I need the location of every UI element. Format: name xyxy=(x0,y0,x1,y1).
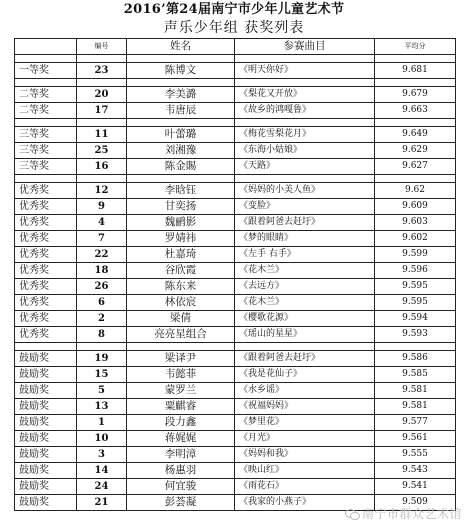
spacer-cell xyxy=(127,119,235,127)
spacer-cell xyxy=(235,55,375,63)
score-cell: 9.577 xyxy=(375,415,456,431)
spacer-cell xyxy=(127,343,235,351)
watermark-text: 南宁市群众艺术馆 xyxy=(361,507,462,521)
table-row xyxy=(15,279,456,295)
award-cell: 优秀奖 xyxy=(15,183,77,199)
number-cell: 1 xyxy=(77,415,127,431)
table-body xyxy=(15,55,456,511)
table-row xyxy=(15,103,456,119)
table-row xyxy=(15,247,456,263)
spacer-cell xyxy=(15,119,77,127)
piece-cell: 《妈妈和我》 xyxy=(235,447,375,463)
document-subtitle: 声乐少年组 获奖列表 xyxy=(163,20,305,36)
table-row xyxy=(15,367,456,383)
name-cell: 陈博文 xyxy=(127,63,235,79)
score-cell: 9.599 xyxy=(375,247,456,263)
table-row xyxy=(15,183,456,199)
number-cell: 6 xyxy=(77,295,127,311)
group-spacer-row xyxy=(15,175,456,183)
award-cell: 一等奖 xyxy=(15,63,77,79)
piece-cell: 《我是花仙子》 xyxy=(235,367,375,383)
score-cell: 9.594 xyxy=(375,311,456,327)
award-cell: 优秀奖 xyxy=(15,295,77,311)
score-cell: 9.509 xyxy=(375,495,456,511)
number-cell: 19 xyxy=(77,351,127,367)
table-row xyxy=(15,479,456,495)
name-cell: 陈东来 xyxy=(127,279,235,295)
name-cell: 甘奕扬 xyxy=(127,199,235,215)
piece-cell: 《雨花石》 xyxy=(235,479,375,495)
number-cell: 16 xyxy=(77,159,127,175)
group-spacer-row xyxy=(15,79,456,87)
piece-cell: 《我家的小燕子》 xyxy=(235,495,375,511)
score-cell: 9.543 xyxy=(375,463,456,479)
spacer-cell xyxy=(15,343,77,351)
number-cell: 25 xyxy=(77,143,127,159)
number-cell: 21 xyxy=(77,495,127,511)
table-header-row xyxy=(15,39,456,55)
piece-cell: 《东海小姑娘》 xyxy=(235,143,375,159)
piece-cell: 《樱歌花源》 xyxy=(235,311,375,327)
name-cell: 魏鹂影 xyxy=(127,215,235,231)
name-cell: 谷欣霞 xyxy=(127,263,235,279)
piece-cell: 《瑶山的星星》 xyxy=(235,327,375,343)
number-cell: 11 xyxy=(77,127,127,143)
name-cell: 蒙罗兰 xyxy=(127,383,235,399)
header-score: 平均分 xyxy=(375,39,456,55)
header-name: 姓名 xyxy=(127,39,235,55)
number-cell: 10 xyxy=(77,431,127,447)
name-cell: 粟麒睿 xyxy=(127,399,235,415)
spacer-cell xyxy=(77,79,127,87)
number-cell: 4 xyxy=(77,215,127,231)
award-cell: 优秀奖 xyxy=(15,327,77,343)
piece-cell: 《花木兰》 xyxy=(235,263,375,279)
score-cell: 9.555 xyxy=(375,447,456,463)
score-cell: 9.602 xyxy=(375,231,456,247)
award-cell: 优秀奖 xyxy=(15,199,77,215)
piece-cell: 《天路》 xyxy=(235,159,375,175)
header-number: 编号 xyxy=(77,39,127,55)
table-row xyxy=(15,231,456,247)
award-cell: 鼓励奖 xyxy=(15,367,77,383)
award-cell: 优秀奖 xyxy=(15,247,77,263)
table-row xyxy=(15,295,456,311)
number-cell: 14 xyxy=(77,463,127,479)
name-cell: 罗婧祎 xyxy=(127,231,235,247)
table-row xyxy=(15,383,456,399)
name-cell: 何宜骏 xyxy=(127,479,235,495)
piece-cell: 《映山红》 xyxy=(235,463,375,479)
award-cell: 鼓励奖 xyxy=(15,415,77,431)
award-cell: 优秀奖 xyxy=(15,231,77,247)
name-cell: 蒋娓娓 xyxy=(127,431,235,447)
number-cell: 8 xyxy=(77,327,127,343)
spacer-cell xyxy=(15,79,77,87)
table-row xyxy=(15,327,456,343)
number-cell: 3 xyxy=(77,447,127,463)
spacer-cell xyxy=(127,55,235,63)
name-cell: 李晗钰 xyxy=(127,183,235,199)
table-row xyxy=(15,215,456,231)
name-cell: 段力鑫 xyxy=(127,415,235,431)
spacer-cell xyxy=(235,119,375,127)
score-cell: 9.609 xyxy=(375,199,456,215)
score-cell: 9.663 xyxy=(375,103,456,119)
score-cell: 9.593 xyxy=(375,327,456,343)
name-cell: 陈金賜 xyxy=(127,159,235,175)
piece-cell: 《花木兰》 xyxy=(235,295,375,311)
score-cell: 9.681 xyxy=(375,63,456,79)
table-row xyxy=(15,63,456,79)
watermark xyxy=(345,505,462,522)
spacer-cell xyxy=(375,119,456,127)
score-cell: 9.679 xyxy=(375,87,456,103)
name-cell: 亮亮星组合 xyxy=(127,327,235,343)
score-cell: 9.627 xyxy=(375,159,456,175)
number-cell: 22 xyxy=(77,247,127,263)
group-spacer-row xyxy=(15,343,456,351)
award-cell: 三等奖 xyxy=(15,127,77,143)
award-cell: 鼓励奖 xyxy=(15,399,77,415)
name-cell: 林依宸 xyxy=(127,295,235,311)
score-cell: 9.581 xyxy=(375,399,456,415)
piece-cell: 《梅花雪梨花月》 xyxy=(235,127,375,143)
number-cell: 17 xyxy=(77,103,127,119)
number-cell: 20 xyxy=(77,87,127,103)
award-cell: 优秀奖 xyxy=(15,279,77,295)
table-row xyxy=(15,431,456,447)
name-cell: 李美潞 xyxy=(127,87,235,103)
table-row xyxy=(15,199,456,215)
award-cell: 鼓励奖 xyxy=(15,383,77,399)
award-cell: 鼓励奖 xyxy=(15,463,77,479)
group-spacer-row xyxy=(15,119,456,127)
header-piece: 参赛曲目 xyxy=(235,39,375,55)
number-cell: 26 xyxy=(77,279,127,295)
table-row xyxy=(15,143,456,159)
award-cell: 鼓励奖 xyxy=(15,479,77,495)
score-cell: 9.595 xyxy=(375,279,456,295)
piece-cell: 《变脸》 xyxy=(235,199,375,215)
name-cell: 彭荟凝 xyxy=(127,495,235,511)
table-row xyxy=(15,351,456,367)
spacer-cell xyxy=(235,79,375,87)
piece-cell: 《梦的眼睛》 xyxy=(235,231,375,247)
group-spacer-row xyxy=(15,55,456,63)
table-row xyxy=(15,447,456,463)
table-row xyxy=(15,399,456,415)
name-cell: 梁译尹 xyxy=(127,351,235,367)
score-cell: 9.649 xyxy=(375,127,456,143)
award-cell: 鼓励奖 xyxy=(15,447,77,463)
name-cell: 李明漳 xyxy=(127,447,235,463)
piece-cell: 《梦里花》 xyxy=(235,415,375,431)
spacer-cell xyxy=(15,175,77,183)
score-cell: 9.541 xyxy=(375,479,456,495)
spacer-cell xyxy=(375,343,456,351)
table-row xyxy=(15,415,456,431)
name-cell: 刘湘豫 xyxy=(127,143,235,159)
wechat-icon xyxy=(345,508,359,520)
award-cell: 优秀奖 xyxy=(15,263,77,279)
number-cell: 7 xyxy=(77,231,127,247)
table-row xyxy=(15,263,456,279)
piece-cell: 《去远方》 xyxy=(235,279,375,295)
spacer-cell xyxy=(77,343,127,351)
number-cell: 15 xyxy=(77,367,127,383)
spacer-cell xyxy=(375,79,456,87)
table-row xyxy=(15,311,456,327)
piece-cell: 《跟着阿爸去赶圩》 xyxy=(235,351,375,367)
number-cell: 24 xyxy=(77,479,127,495)
number-cell: 23 xyxy=(77,63,127,79)
award-cell: 鼓励奖 xyxy=(15,495,77,511)
award-cell: 三等奖 xyxy=(15,143,77,159)
table-row xyxy=(15,127,456,143)
score-cell: 9.595 xyxy=(375,295,456,311)
piece-cell: 《故乡的鸿嘎鲁》 xyxy=(235,103,375,119)
piece-cell: 《左手 右手》 xyxy=(235,247,375,263)
spacer-cell xyxy=(235,343,375,351)
score-cell: 9.603 xyxy=(375,215,456,231)
piece-cell: 《月光》 xyxy=(235,431,375,447)
name-cell: 杨惠羽 xyxy=(127,463,235,479)
piece-cell: 《水乡谣》 xyxy=(235,383,375,399)
score-cell: 9.581 xyxy=(375,383,456,399)
table-row xyxy=(15,463,456,479)
award-cell: 二等奖 xyxy=(15,87,77,103)
name-cell: 韦懿菲 xyxy=(127,367,235,383)
score-cell: 9.629 xyxy=(375,143,456,159)
score-cell: 9.62 xyxy=(375,183,456,199)
spacer-cell xyxy=(127,175,235,183)
number-cell: 12 xyxy=(77,183,127,199)
spacer-cell xyxy=(235,175,375,183)
award-table xyxy=(14,38,456,511)
award-cell: 鼓励奖 xyxy=(15,431,77,447)
number-cell: 9 xyxy=(77,199,127,215)
name-cell: 韦唐辰 xyxy=(127,103,235,119)
piece-cell: 《明天你好》 xyxy=(235,63,375,79)
piece-cell: 《妈妈的小美人鱼》 xyxy=(235,183,375,199)
spacer-cell xyxy=(375,55,456,63)
spacer-cell xyxy=(15,55,77,63)
name-cell: 杜嘉琦 xyxy=(127,247,235,263)
number-cell: 2 xyxy=(77,311,127,327)
award-cell: 鼓励奖 xyxy=(15,351,77,367)
score-cell: 9.596 xyxy=(375,263,456,279)
header-award xyxy=(15,39,77,55)
number-cell: 5 xyxy=(77,383,127,399)
score-cell: 9.586 xyxy=(375,351,456,367)
piece-cell: 《梨花又开放》 xyxy=(235,87,375,103)
score-cell: 9.585 xyxy=(375,367,456,383)
spacer-cell xyxy=(77,175,127,183)
spacer-cell xyxy=(127,79,235,87)
award-cell: 三等奖 xyxy=(15,159,77,175)
spacer-cell xyxy=(77,55,127,63)
award-cell: 优秀奖 xyxy=(15,215,77,231)
document-title: 2016’第24届南宁市少年儿童艺术节 xyxy=(123,2,345,17)
table-row xyxy=(15,87,456,103)
name-cell: 叶蕾璐 xyxy=(127,127,235,143)
award-cell: 优秀奖 xyxy=(15,311,77,327)
award-cell: 二等奖 xyxy=(15,103,77,119)
number-cell: 13 xyxy=(77,399,127,415)
name-cell: 梁倩 xyxy=(127,311,235,327)
piece-cell: 《跟着阿爸去赶圩》 xyxy=(235,215,375,231)
spacer-cell xyxy=(375,175,456,183)
spacer-cell xyxy=(77,119,127,127)
score-cell: 9.561 xyxy=(375,431,456,447)
piece-cell: 《祝福妈妈》 xyxy=(235,399,375,415)
number-cell: 18 xyxy=(77,263,127,279)
table-row xyxy=(15,159,456,175)
